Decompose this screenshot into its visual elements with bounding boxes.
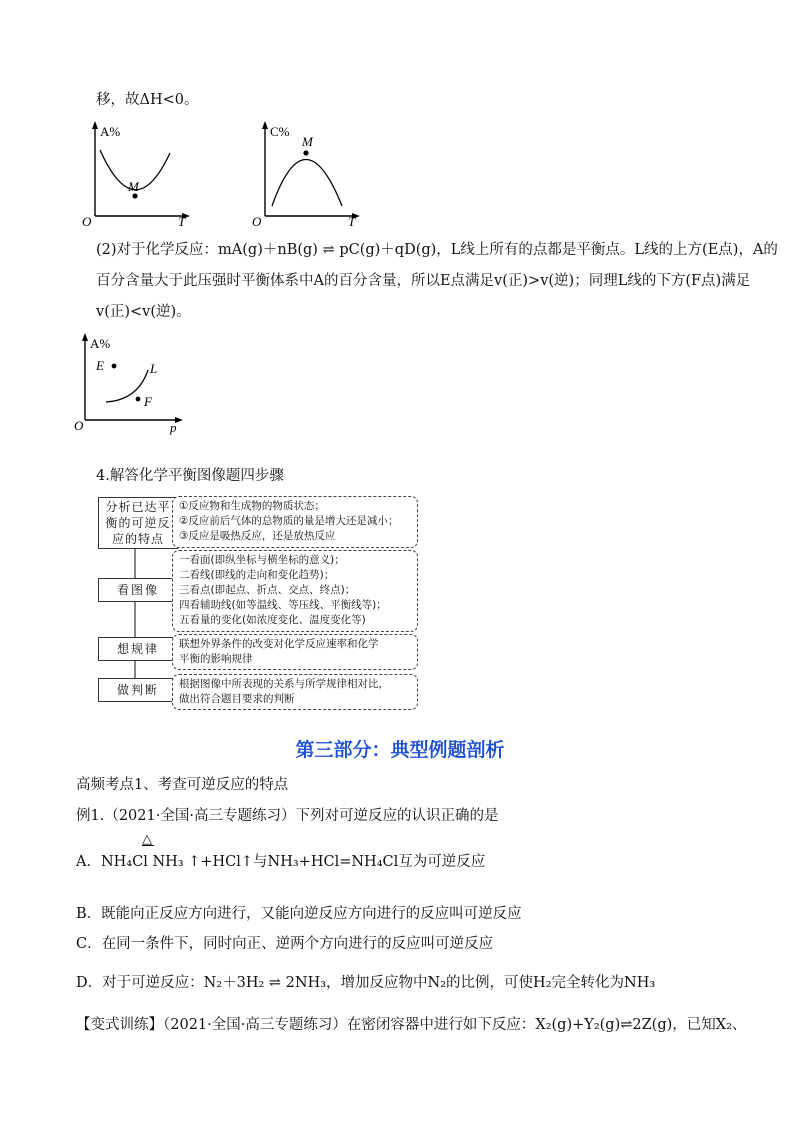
graph-a-origin: O: [82, 214, 92, 228]
option-c[interactable]: C．在同一条件下，同时向正、逆两个方向进行的反应叫可逆反应: [76, 936, 494, 952]
variant-training: 【变式训练】（2021·全国·高三专题练习）在密闭容器中进行如下反应：X₂(g)+Y₂(g)⇌2Z(g)，已知X₂、: [76, 1017, 747, 1033]
option-d[interactable]: D．对于可逆反应：N₂＋3H₂ ⇌ 2NH₃，增加反应物中N₂的比例，可使H₂完全转化为NH₃: [76, 975, 656, 991]
flow-step-4-detail: [172, 674, 418, 710]
step-heading: 4.解答化学平衡图像题四步骤: [96, 468, 284, 484]
flow-step-4-line-2: 做出符合题目要求的判断: [179, 693, 295, 705]
delta-underline: [142, 845, 154, 846]
graph-c-point: M: [302, 134, 313, 149]
flow-step-3-label: 想规律: [116, 642, 159, 656]
flow-step-1-line-3: ③反应是吸热反应，还是放热反应: [179, 530, 336, 542]
flow-step-2-box: [98, 578, 178, 602]
flow-step-2-line-3: 三看点(即起点、折点、交点、终点)；: [179, 584, 356, 596]
flow-step-2-line-5: 五看量的变化(如浓度变化、温度变化等): [179, 614, 366, 626]
graph-a-xlabel: T: [178, 214, 186, 228]
flow-step-1-line-1: ①反应物和生成物的物质状态；: [179, 500, 325, 512]
topic-line: 高频考点1、考查可逆反应的特点: [76, 777, 289, 793]
graph-c-origin: O: [252, 214, 262, 228]
flow-step-1-line-2: ②反应前后气体的总物质的量是增大还是减小；: [179, 515, 399, 527]
flow-step-2-detail: [172, 550, 418, 632]
flow-step-1-box: [98, 497, 178, 549]
graph-p-point-f: F: [144, 394, 152, 409]
flow-step-1-detail: [172, 496, 418, 548]
graph-a-vs-p: [70, 330, 200, 435]
flow-step-4-label: 做判断: [116, 683, 159, 697]
example-1: 例1.（2021·全国·高三专题练习）下列对可逆反应的认识正确的是: [76, 808, 499, 824]
graph-c-ylabel: C%: [270, 124, 290, 139]
flow-step-3-line-2: 平衡的影响规律: [179, 653, 253, 665]
flow-step-3-line-1: 联想外界条件的改变对化学反应速率和化学: [179, 638, 379, 650]
flow-step-2-label: 看图像: [116, 583, 159, 597]
graph-c-xlabel: T: [348, 214, 356, 228]
graph-p-point-e: E: [96, 358, 104, 373]
section-title: 第三部分：典型例题剖析: [295, 739, 505, 761]
option-a[interactable]: A．NH₄Cl NH₃ ↑+HCl↑与NH₃+HCl=NH₄Cl互为可逆反应: [76, 854, 486, 870]
graph-c-vs-t: [250, 118, 370, 228]
graph-a-ylabel: A%: [100, 124, 121, 139]
graph-p-origin: O: [74, 418, 84, 433]
para2-line3: v(正)<v(逆)。: [96, 304, 191, 320]
flow-step-2-line-4: 四看辅助线(如等温线、等压线、平衡线等)；: [179, 599, 387, 611]
flow-step-2-line-1: 一看面(即纵坐标与横坐标的意义)；: [179, 554, 345, 566]
flow-step-3-detail: [172, 634, 418, 670]
para2-line1: (2)对于化学反应：mA(g)＋nB(g) ⇌ pC(g)＋qD(g)，L线上所有的点都是平衡点。L线的上方(E点)，A的: [96, 242, 778, 258]
flow-step-4-box: [98, 678, 178, 702]
graph-p-xlabel: p: [170, 420, 177, 435]
flow-step-2-line-2: 二看线(即线的走向和变化趋势)；: [179, 569, 335, 581]
option-b[interactable]: B．既能向正反应方向进行，又能向逆反应方向进行的反应叫可逆反应: [76, 906, 522, 922]
flow-step-4-line-1: 根据图像中所表现的关系与所学规律相对比，: [179, 678, 389, 690]
para2-line2: 百分含量大于此压强时平衡体系中A的百分含量，所以E点满足v(正)>v(逆)；同理L线的下方(F点)满足: [96, 273, 751, 289]
flow-step-1-label: 分析已达平衡的可逆反应的特点: [105, 500, 171, 546]
graph-a-point: M: [128, 179, 139, 194]
flow-step-3-box: [98, 637, 178, 661]
graph-p-ylabel: A%: [90, 336, 111, 351]
intro-line: 移，故ΔH<0。: [96, 92, 199, 108]
graph-p-curve: L: [150, 361, 158, 376]
graph-a-vs-t: [80, 118, 200, 228]
delta-heat-symbol: △: [142, 832, 152, 847]
